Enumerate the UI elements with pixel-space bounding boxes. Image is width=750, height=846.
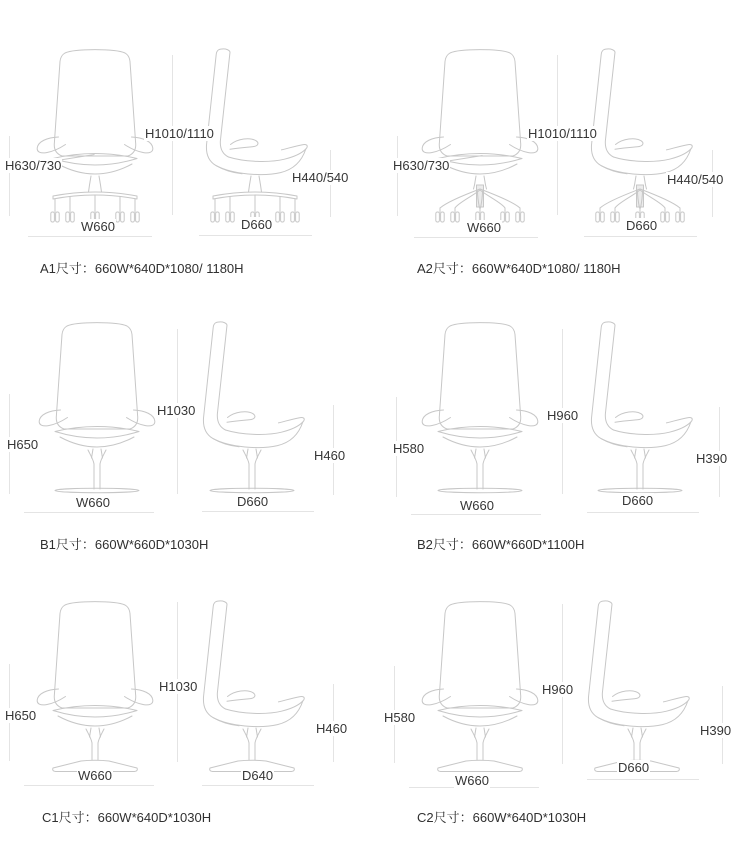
dimension-line-width — [28, 236, 152, 237]
depth-label: D660 — [622, 493, 654, 508]
chair-side-view-icon — [182, 597, 322, 777]
overall-height-label: H960 — [542, 682, 574, 697]
width-label: W660 — [467, 220, 501, 235]
seat-height-label: H390 — [696, 451, 728, 466]
arm-height-label: H650 — [5, 708, 37, 723]
dimension-line-depth — [587, 779, 699, 780]
depth-label: D660 — [237, 494, 269, 509]
arm-height-label: H630/730 — [5, 158, 62, 173]
size-caption: B2尺寸：660W*660D*1100H — [417, 537, 585, 552]
depth-label: D660 — [241, 217, 273, 232]
chair-front-view-icon — [410, 597, 550, 777]
overall-height-label: H1030 — [157, 403, 196, 418]
size-caption: B1尺寸：660W*660D*1030H — [40, 537, 209, 552]
spec-cell-a2 — [375, 0, 750, 282]
dimension-line-depth — [584, 236, 697, 237]
dimension-line-depth — [202, 511, 314, 512]
overall-height-label: H1010/1110 — [145, 126, 214, 141]
width-label: W660 — [460, 498, 494, 513]
dimension-line-vertical-left — [9, 136, 10, 216]
spec-cell-b2 — [375, 282, 750, 564]
depth-label: D660 — [626, 218, 658, 233]
chair-side-view-icon — [570, 318, 710, 498]
depth-label: D660 — [618, 760, 650, 775]
dimension-line-width — [24, 785, 154, 786]
arm-height-label: H580 — [384, 710, 416, 725]
size-caption: C2尺寸：660W*640D*1030H — [417, 810, 587, 825]
chair-side-view-icon — [567, 597, 707, 777]
spec-cell-a1 — [0, 0, 375, 282]
dimension-line-depth — [202, 785, 314, 786]
overall-height-label: H1010/1110 — [528, 126, 597, 141]
overall-height-label: H1030 — [159, 679, 198, 694]
arm-height-label: H580 — [393, 441, 425, 456]
spec-cell-b1 — [0, 282, 375, 564]
size-caption: A1尺寸：660W*640D*1080/ 1180H — [40, 261, 244, 276]
spec-cell-c1 — [0, 564, 375, 846]
dimension-line-width — [24, 512, 154, 513]
dimension-line-width — [411, 514, 541, 515]
chair-front-view-icon — [27, 318, 167, 498]
seat-height-label: H440/540 — [292, 170, 349, 185]
width-label: W660 — [78, 768, 112, 783]
spec-cell-c2 — [375, 564, 750, 846]
size-caption: C1尺寸：660W*640D*1030H — [42, 810, 212, 825]
dimension-line-vertical-left — [397, 136, 398, 216]
chair-front-view-icon — [25, 597, 165, 777]
dimension-line-width — [414, 237, 538, 238]
overall-height-label: H960 — [547, 408, 579, 423]
width-label: W660 — [455, 773, 489, 788]
seat-height-label: H460 — [314, 448, 346, 463]
width-label: W660 — [76, 495, 110, 510]
dimension-line-depth — [587, 512, 699, 513]
depth-label: D640 — [242, 768, 274, 783]
seat-height-label: H440/540 — [667, 172, 724, 187]
width-label: W660 — [81, 219, 115, 234]
arm-height-label: H650 — [7, 437, 39, 452]
dimension-line-depth — [199, 235, 312, 236]
seat-height-label: H390 — [700, 723, 732, 738]
seat-height-label: H460 — [316, 721, 348, 736]
chair-front-view-icon — [410, 318, 550, 498]
chair-side-view-icon — [182, 318, 322, 498]
size-caption: A2尺寸：660W*640D*1080/ 1180H — [417, 261, 621, 276]
arm-height-label: H630/730 — [393, 158, 450, 173]
